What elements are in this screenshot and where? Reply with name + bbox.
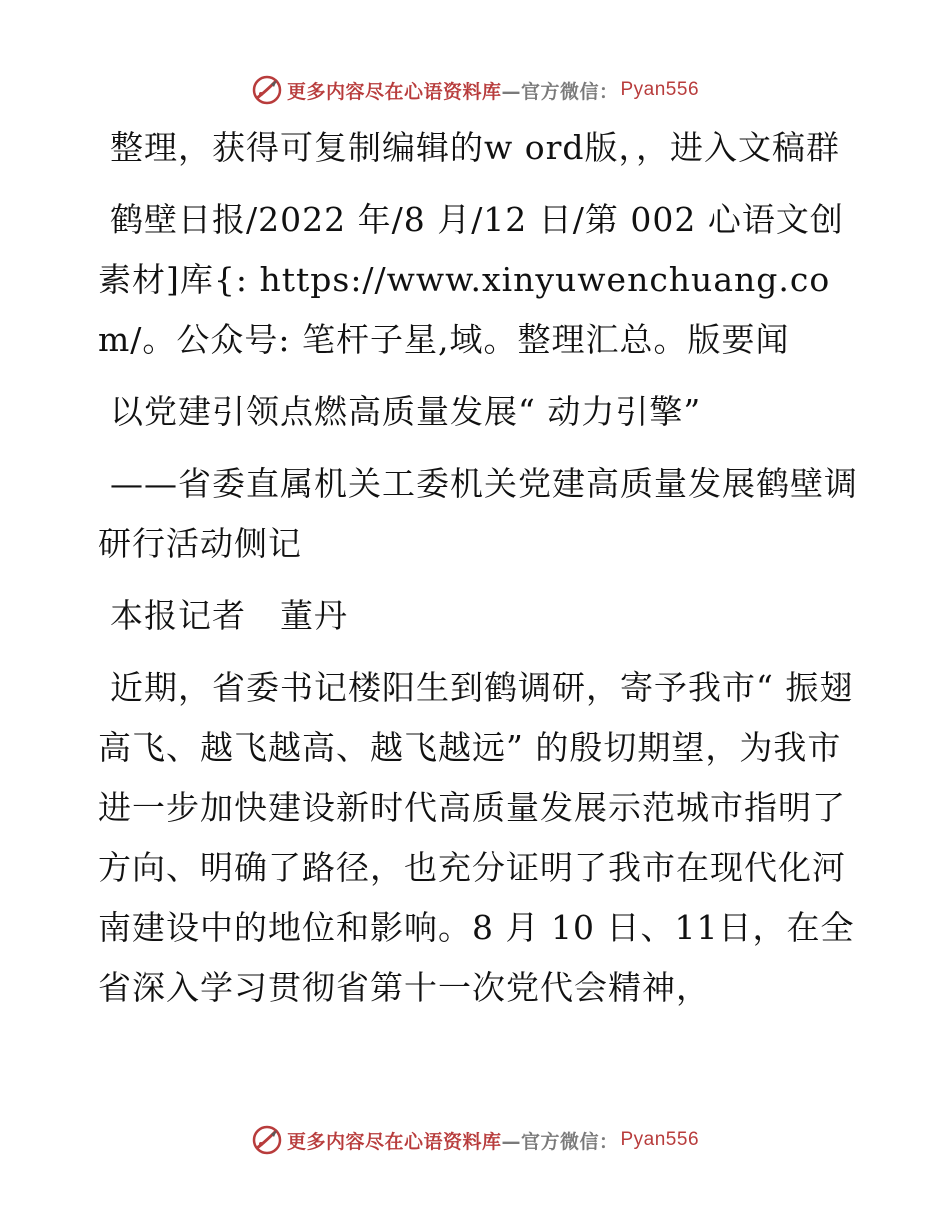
article-subtitle: ——省委直属机关工委机关党建高质量发展鹤壁调研行活动侧记 (98, 464, 858, 563)
banner-account-id: Pyan556 (620, 79, 700, 100)
header-watermark-banner (0, 70, 950, 110)
pen-logo-icon (251, 74, 283, 106)
article-title: 以党建引领点燃高质量发展“ 动力引擎” (110, 392, 702, 431)
article-byline: 本报记者 董丹 (110, 596, 348, 635)
banner-separator-text: —官方微信： (501, 1130, 619, 1153)
banner-main-text: 更多内容尽在心语资料库 (286, 1130, 502, 1153)
banner-account-id: Pyan556 (620, 1129, 700, 1150)
footer-watermark-banner (0, 1120, 950, 1160)
paragraph-source: 鹤壁日报/2022 年/8 月/12 日/第 002 心语文创素材]库{: https://www.xinyuwenchuang.com/。公众号: 笔杆子星,域。整理汇总。版要闻 (98, 200, 844, 359)
document-body (98, 118, 858, 1018)
paragraph-body: 近期，省委书记楼阳生到鹤调研，寄予我市“ 振翅高飞、越飞越高、越飞越远” 的殷切期望，为我市进一步加快建设新时代高质量发展示范城市指明了方向、明确了路径，也充分证明了我市在现代化河南建设中的地位和影响。8 月 10 日、11日，在全省深入学习贯彻省第十一次党代会精神， (98, 668, 855, 1007)
banner-main-text: 更多内容尽在心语资料库 (286, 80, 502, 103)
banner-separator-text: —官方微信： (501, 80, 619, 103)
pen-logo-icon (251, 1124, 283, 1156)
paragraph-intro: 整理，获得可复制编辑的w ord版，，进入文稿群 (110, 128, 841, 167)
